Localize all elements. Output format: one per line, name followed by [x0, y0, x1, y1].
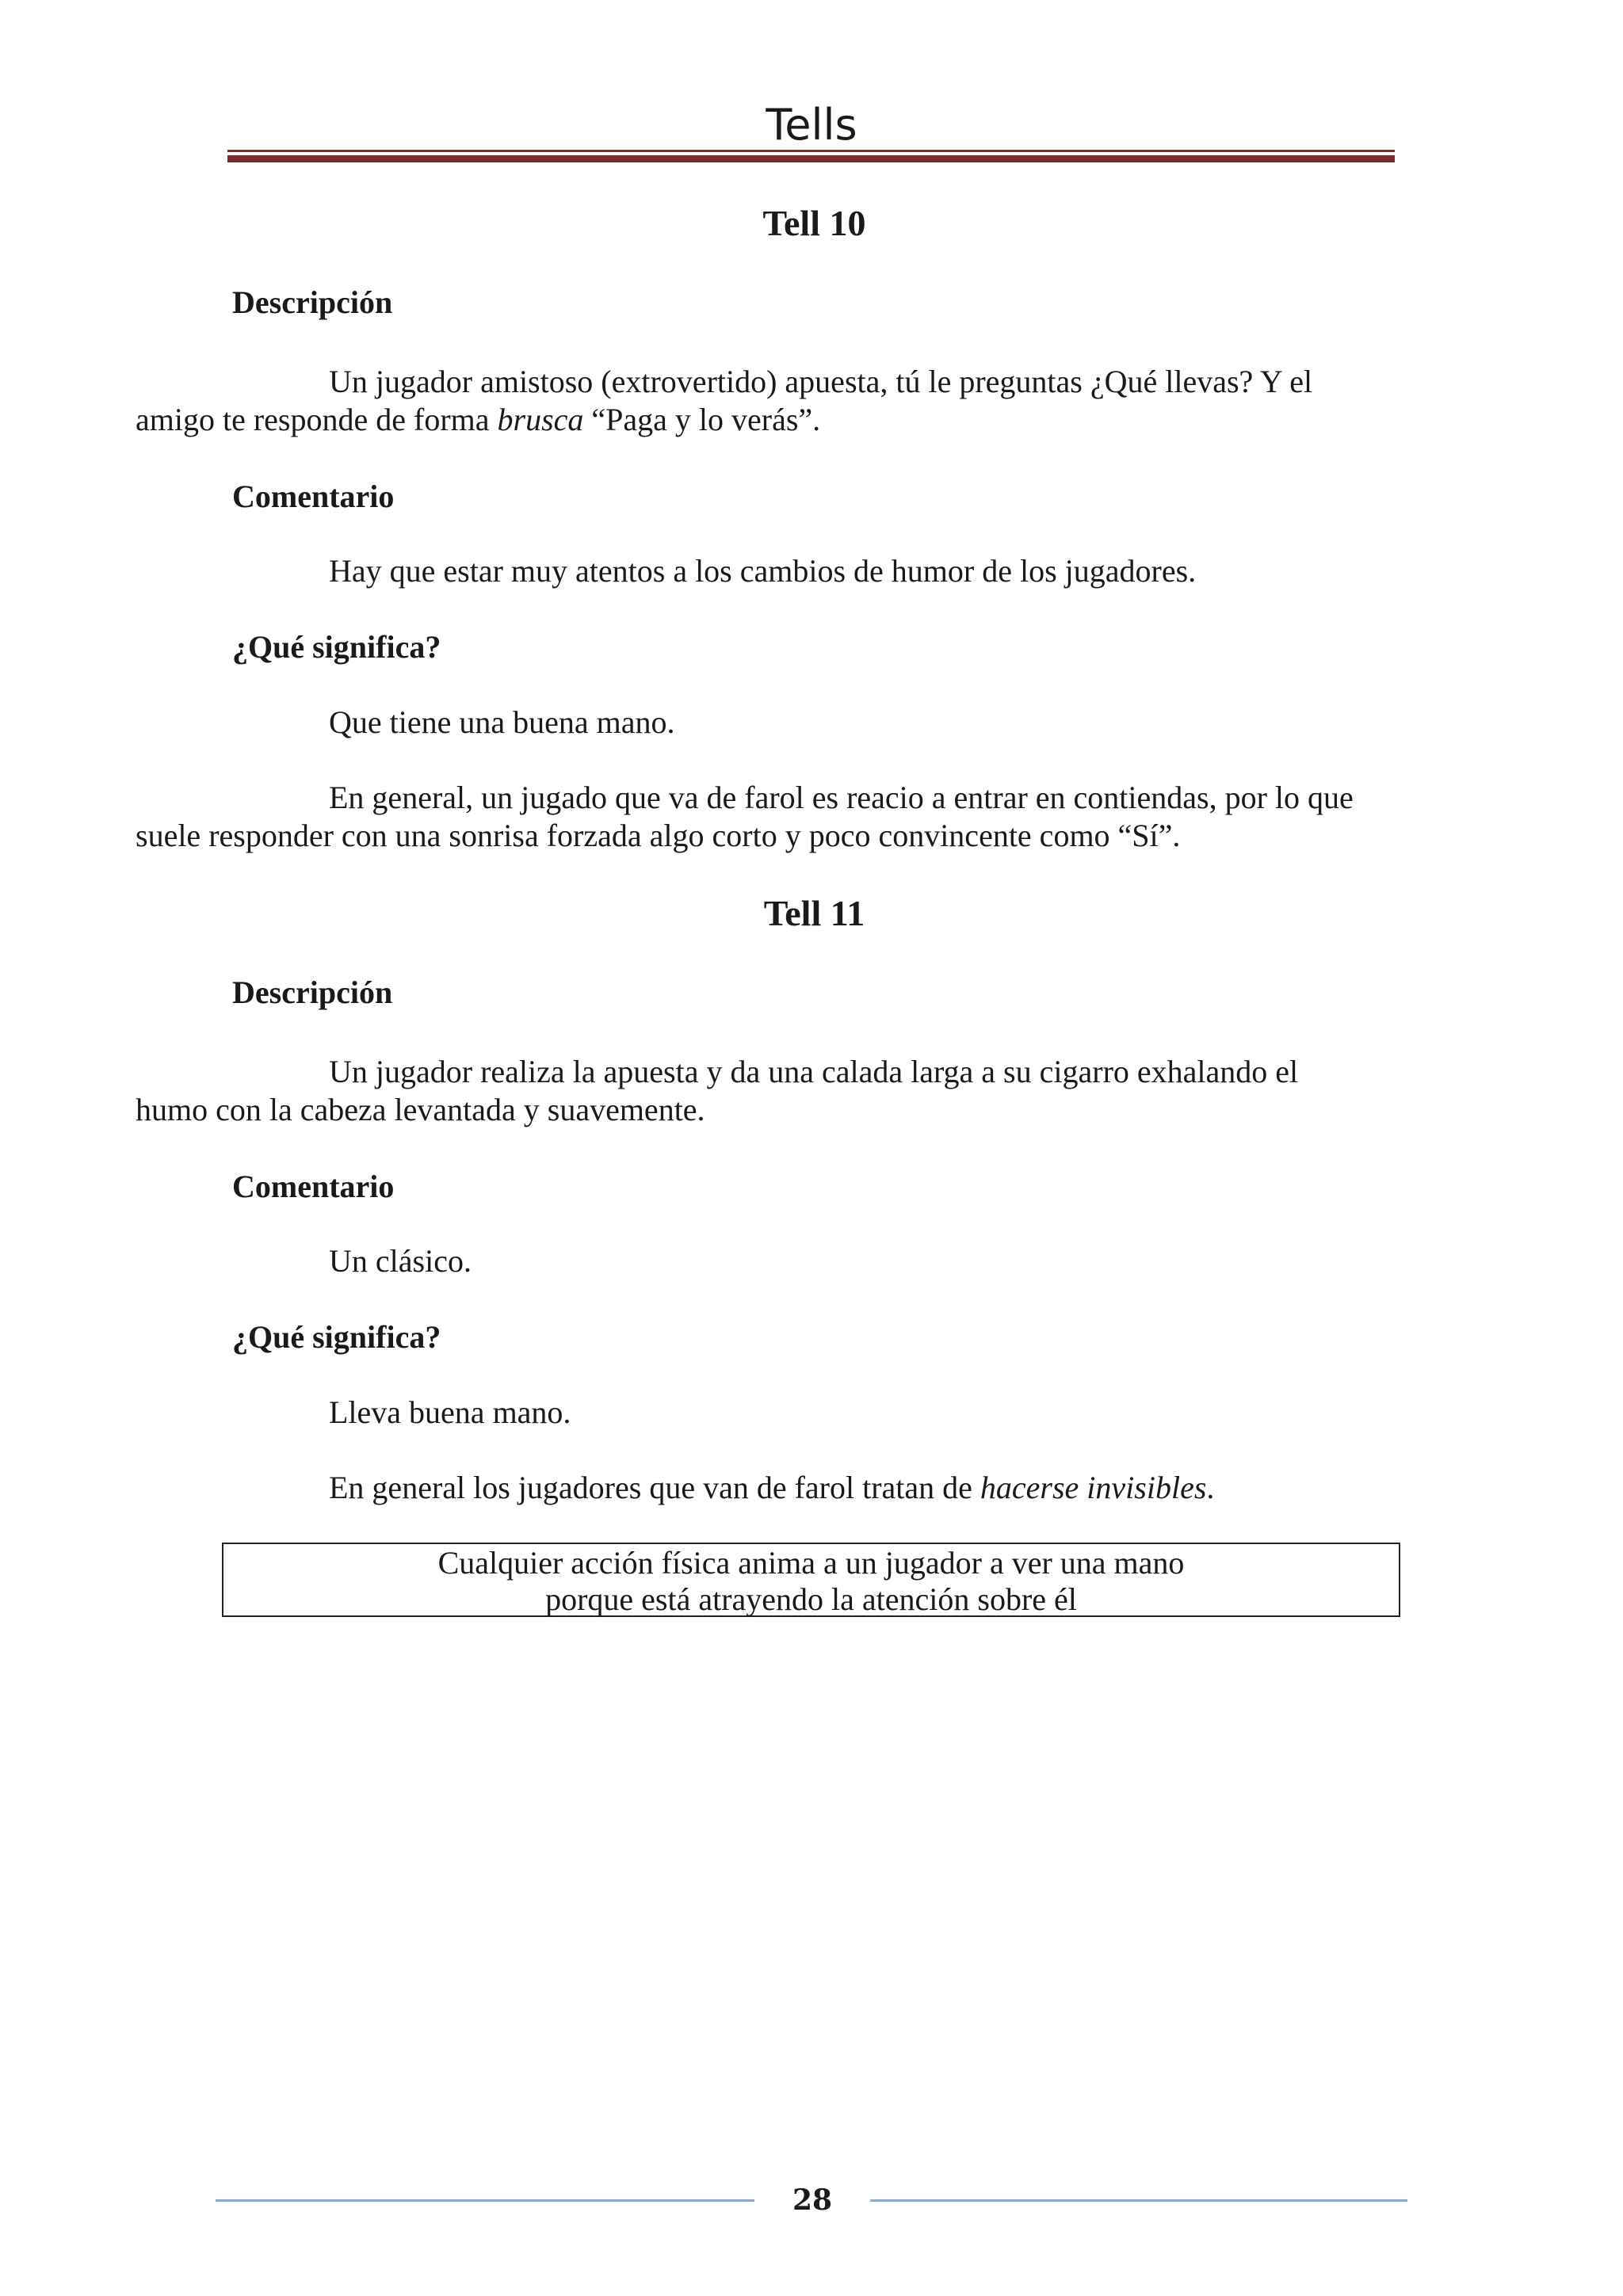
general-paragraph: [136, 779, 1396, 855]
comentario-text: Un clásico.: [329, 1243, 472, 1279]
footer-rule-left: [216, 2199, 754, 2202]
descripcion-paragraph: [136, 363, 1396, 439]
header-rule: [227, 150, 1395, 152]
descripcion-paragraph: [136, 1053, 1396, 1129]
comentario-label: Comentario: [232, 1169, 395, 1204]
general-line-2: suele responder con una sonrisa forzada algo corto y poco convincente como “Sí”.: [136, 818, 1181, 853]
page-header-title: Tells: [766, 100, 857, 150]
callout-line-2: porque está atrayendo la atención sobre él: [545, 1581, 1077, 1617]
significa-text: Lleva buena mano.: [329, 1394, 571, 1430]
descripcion-label: Descripción: [232, 974, 393, 1010]
page-number: 28: [792, 2183, 833, 2217]
descripcion-line-1: Un jugador amistoso (extrovertido) apuesta, tú le preguntas ¿Qué llevas? Y el: [329, 364, 1313, 399]
callout-line-1: Cualquier acción física anima a un jugador a ver una mano: [437, 1545, 1185, 1581]
descripcion-line-2: amigo te responde de forma: [136, 402, 498, 437]
general-suffix: .: [1206, 1470, 1215, 1505]
descripcion-line-2-end: “Paga y lo verás”.: [583, 402, 821, 437]
comentario-label: Comentario: [232, 479, 395, 514]
general-line-1: En general, un jugado que va de farol es reacio a entrar en contiendas, por lo que: [329, 780, 1354, 815]
descripcion-label: Descripción: [232, 284, 393, 320]
footer-rule-right: [870, 2199, 1407, 2202]
section-title-tell-10: Tell 10: [762, 203, 866, 243]
section-title-tell-11: Tell 11: [763, 893, 865, 933]
significa-label: ¿Qué significa?: [232, 1319, 441, 1355]
descripcion-italic: brusca: [497, 402, 584, 437]
general-italic: hacerse invisibles: [980, 1470, 1207, 1505]
significa-text: Que tiene una buena mano.: [329, 704, 675, 740]
significa-label: ¿Qué significa?: [232, 629, 441, 665]
header-rule-thick: [227, 155, 1395, 162]
descripcion-line-2: humo con la cabeza levantada y suavemente.: [136, 1092, 705, 1127]
descripcion-line-1: Un jugador realiza la apuesta y da una calada larga a su cigarro exhalando el: [329, 1054, 1299, 1089]
callout-box: [222, 1543, 1400, 1617]
general-text: En general los jugadores que van de farol tratan de: [329, 1470, 980, 1505]
comentario-text: Hay que estar muy atentos a los cambios de humor de los jugadores.: [329, 553, 1197, 589]
general-paragraph: [232, 1469, 1396, 1507]
